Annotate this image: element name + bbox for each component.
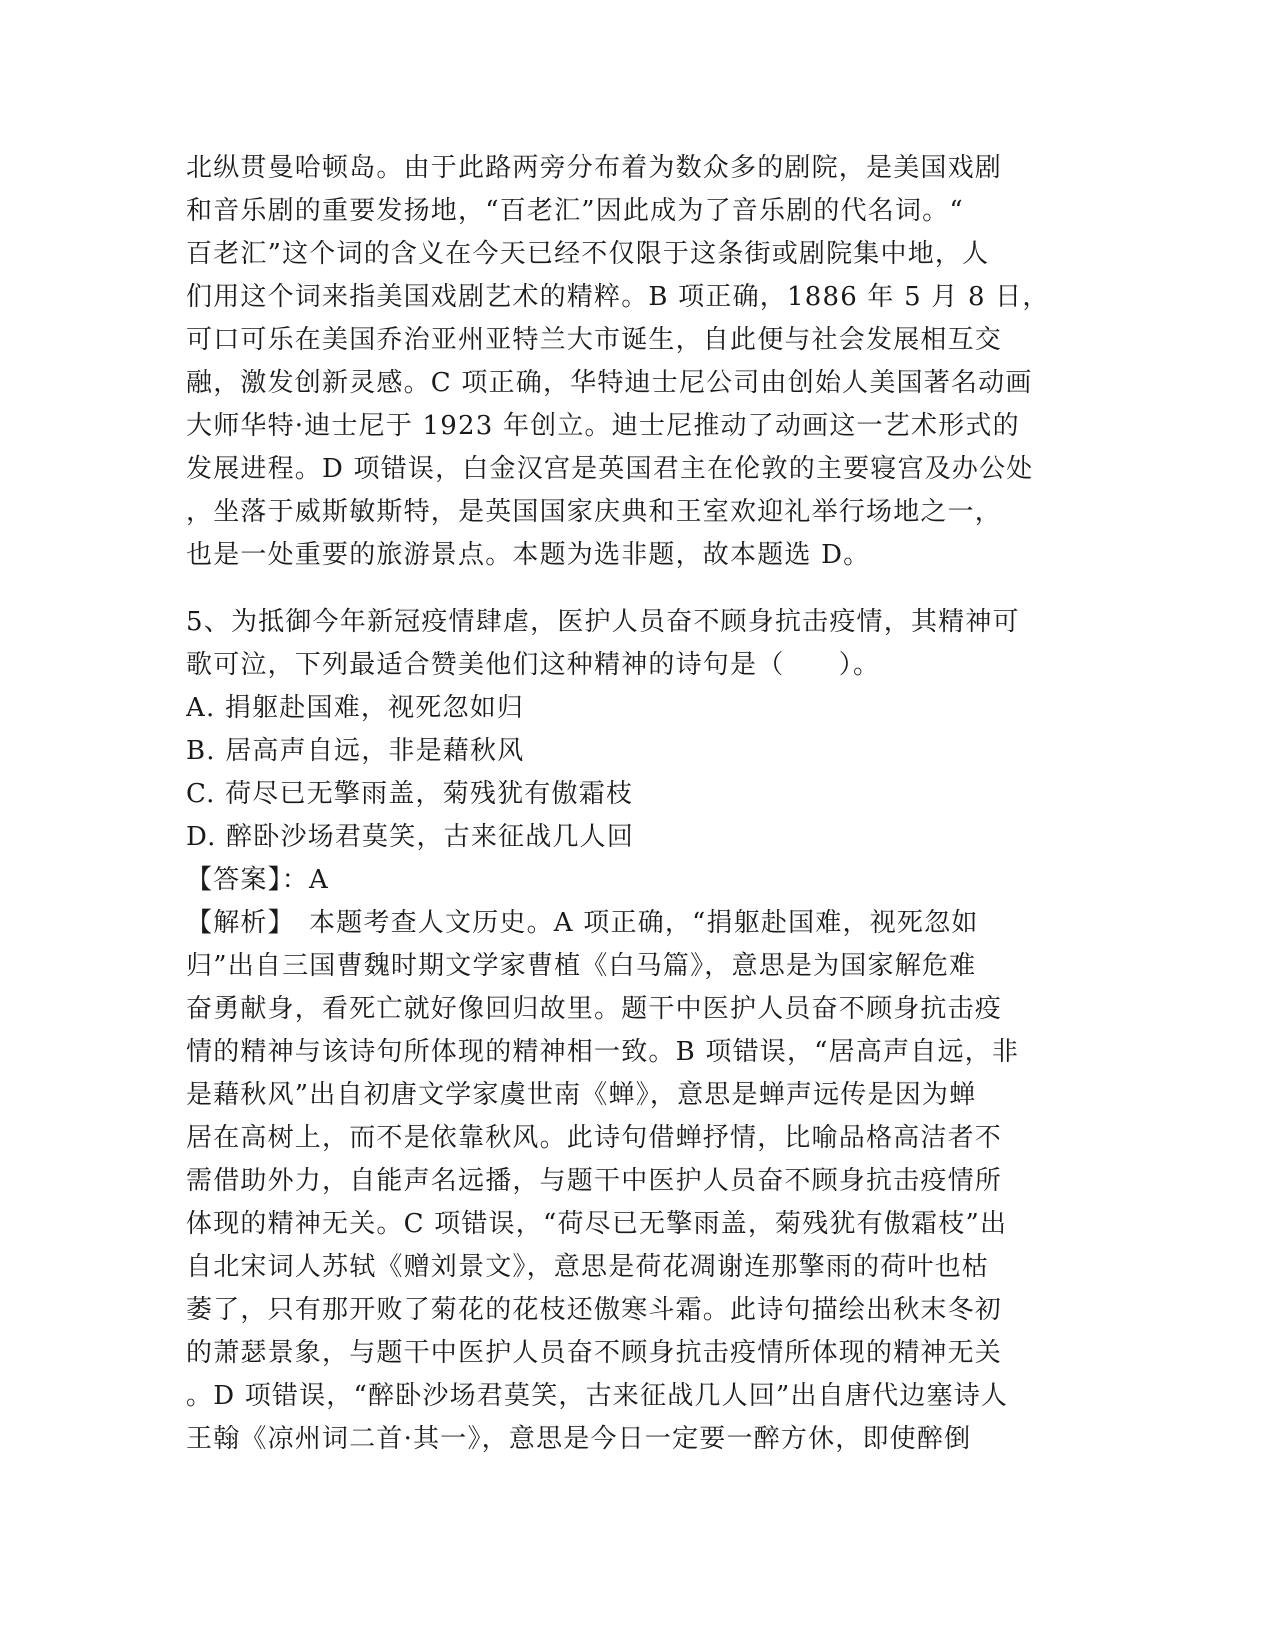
analysis-line: 王翰《凉州词二首·其一》，意思是今日一定要一醉方休，即使醉倒 (186, 1424, 972, 1454)
analysis-line: 萎了，只有那开败了菊花的花枝还傲寒斗霜。此诗句描绘出秋末冬初 (186, 1295, 1003, 1325)
analysis-line: 情的精神与该诗句所体现的精神相一致。B 项错误，“居高声自远，非 (186, 1037, 1020, 1067)
analysis (186, 902, 1086, 1461)
text-line: 百老汇”这个词的含义在今天已经不仅限于这条街或剧院集中地，人 (186, 239, 990, 269)
stem-line: 5、为抵御今年新冠疫情肆虐，医护人员奋不顾身抗击疫情，其精神可 (186, 607, 1020, 637)
analysis-line: 。D 项错误，“醉卧沙场君莫笑，古来征战几人回”出自唐代边塞诗人 (186, 1381, 1009, 1411)
option-b: B. 居高声自远，非是藉秋风 (186, 736, 525, 766)
analysis-line: 奋勇献身，看死亡就好像回归故里。题干中医护人员奋不顾身抗击疫 (186, 994, 1003, 1024)
analysis-line: 归”出自三国曹魏时期文学家曹植《白马篇》，意思是为国家解危难 (186, 951, 977, 981)
analysis-line: 的萧瑟景象，与题干中医护人员奋不顾身抗击疫情所体现的精神无关 (186, 1338, 1003, 1368)
text-line: 融，激发创新灵感。C 项正确，华特迪士尼公司由创始人美国著名动画 (186, 368, 1033, 398)
text-line: 北纵贯曼哈顿岛。由于此路两旁分布着为数众多的剧院，是美国戏剧 (186, 153, 1003, 183)
answer-line: 【答案】：A (186, 865, 329, 895)
option-c: C. 荷尽已无擎雨盖，菊残犹有傲霜枝 (186, 779, 634, 809)
previous-answer-continuation (186, 147, 1086, 577)
text-line: ，坐落于威斯敏斯特，是英国国家庆典和王室欢迎礼举行场地之一， (186, 497, 1003, 527)
text-line: 可口可乐在美国乔治亚州亚特兰大市诞生，自此便与社会发展相互交 (186, 325, 1003, 355)
analysis-line: 需借助外力，自能声名远播，与题干中医护人员奋不顾身抗击疫情所 (186, 1166, 1003, 1196)
text-line: 大师华特·迪士尼于 1923 年创立。迪士尼推动了动画这一艺术形式的 (186, 411, 1020, 441)
text-line: 和音乐剧的重要发扬地，“百老汇”因此成为了音乐剧的代名词。“ (186, 196, 964, 226)
stem-line: 歌可泣，下列最适合赞美他们这种精神的诗句是（ ）。 (186, 650, 881, 680)
analysis-line: 体现的精神无关。C 项错误，“荷尽已无擎雨盖，菊残犹有傲霜枝”出 (186, 1209, 1008, 1239)
text-line: 发展进程。D 项错误，白金汉宫是英国君主在伦敦的主要寝宫及办公处 (186, 454, 1034, 484)
analysis-line: 是藉秋风”出自初唐文学家虞世南《蝉》，意思是蝉声远传是因为蝉 (186, 1080, 977, 1110)
option-a: A. 捐躯赴国难，视死忽如归 (186, 693, 525, 723)
text-line: 也是一处重要的旅游景点。本题为选非题，故本题选 D。 (186, 540, 871, 570)
option-d: D. 醉卧沙场君莫笑，古来征战几人回 (186, 822, 635, 852)
question-5 (186, 601, 1086, 1461)
analysis-line: 【解析】 本题考查人文历史。A 项正确，“捐躯赴国难，视死忽如 (186, 908, 979, 938)
question-stem (186, 601, 1086, 687)
option-list (186, 687, 1086, 859)
analysis-line: 居在高树上，而不是依靠秋风。此诗句借蝉抒情，比喻品格高洁者不 (186, 1123, 1003, 1153)
analysis-line: 自北宋词人苏轼《赠刘景文》，意思是荷花凋谢连那擎雨的荷叶也枯 (186, 1252, 990, 1282)
text-line: 们用这个词来指美国戏剧艺术的精粹。B 项正确，1886 年 5 月 8 日， (186, 282, 1050, 312)
